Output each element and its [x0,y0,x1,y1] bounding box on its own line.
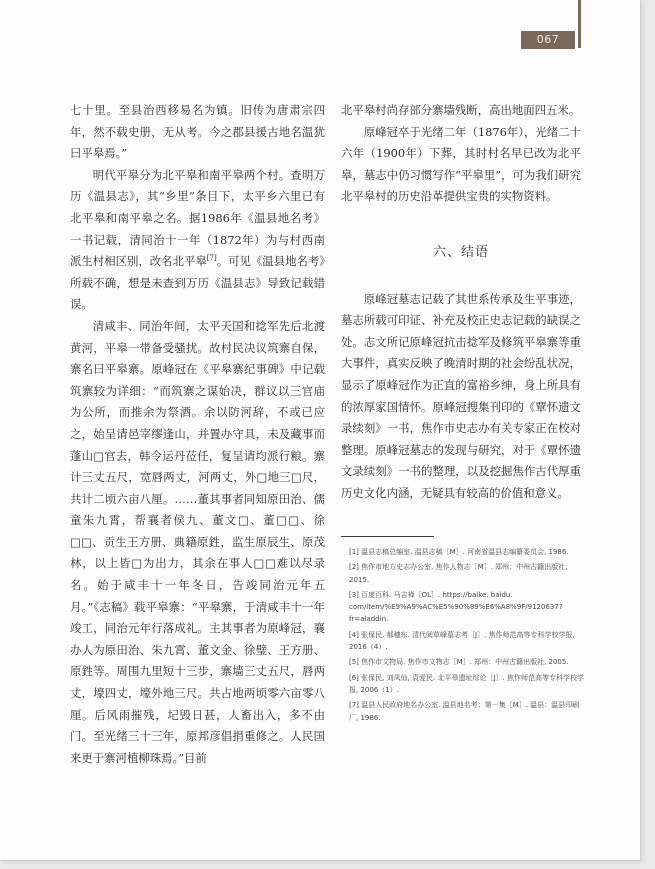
reference-item: [6] 张保民, 刘凤仙, 袁爱民. 北平皋遗址综论［J］. 焦作师范高等专科学校学报, 2006（1）. [349,673,585,694]
paragraph: 原峰冠墓志记载了其世系传承及生平事迹，墓志所载可印证、补充及校正史志记载的缺误之处。志文所记原峰冠抗击捻军及修筑平皋寨等重大事件，真实反映了晚清时期的社会纷乱状况，显示了原峰冠作为正直的富裕乡绅，身上所具有的浓厚家国情怀。原峰冠搜集刊印的《覃怀遗文录续刻》一书，焦作市史志办有关专家正在校对整理。原峰冠墓志的发现与研究，对于《覃怀遗文录续刻》一书的整理，以及挖掘焦作古代厚重历史文化内涵，无疑具有较高的价值和意义。 [341,291,581,500]
paragraph-text: 明代平皋分为北平皋和南平皋两个村。查明万历《温县志》，其“乡里”条目下，太平乡六里已有北平皋和南平皋之名。据1986年《温县地名考》一书记载，清同治十一年（1872年）为与村西南派生村相区别，改名北平皋 [70,167,325,269]
references-list [341,546,586,727]
paragraph: 七十里。至县治西移易名为镇。旧传为唐肃宗四年，然不载史册，无从考。今之郡县援古地名温犹曰平皋焉。” [70,103,325,161]
right-column [341,100,581,505]
footnote-reference: [7] [206,254,217,263]
reference-item: [2] 焦作市地方史志办公室. 焦作人物志［M］. 郑州：中州古籍出版社, 2015. [349,563,568,584]
reference-item: [1] 温县志稿总编室. 温县志稿［M］. 河南省温县志编纂委员会, 1986. [349,548,569,556]
paragraph: 北平皋村尚存部分寨墙残断，高出地面四五米。 [341,103,581,117]
section-heading: 六、结语 [432,244,489,260]
paragraph: 原峰冠卒于光绪二年（1876年），光绪二十六年（1900年）下葬，其时村名早已改为北平皋，墓志中仍习惯写作“平皋里”，可为我们研究北平皋村的历史沿革提供宝贵的实物资料。 [341,124,581,204]
reference-item: [7] 温县人民政府地名办公室. 温县地名考：第一集［M］. 温县：温县印刷厂, 1986. [349,701,580,722]
left-column [70,100,325,769]
paragraph: 清咸丰、同治年间，太平天国和捻军先后北渡黄河，平皋一带备受骚扰。故村民决议筑寨自保，寨名曰平皋寨。原峰冠在《平皋寨纪事碑》中记载筑寨较为详细：“而筑寨之谋始决，群议以三官庙为公所，而推余为祭酒。余以防河辞，不或已应之，始呈请邑宰缪逢山，并置办守具，未及藏事而蓬山□官去，韩令运丹莅任，复呈请均派行粮。寨计三丈五尺，宽唇两丈，河两丈，外□地三□尺，共计二顷六亩八厘。……董其事者同知原田治、儒童朱九霄，帮襄者侯九、董文□、董□□、徐□□、贡生王方册、典籍原鉎，监生原辰生、原茂林，以上皆□为出力，其余在事人□□难以尽录名。始于咸丰十一年冬日，告竣同治元年五月。”《志稿》载平皋寨：“平皋寨，于清咸丰十一年竣工，同治元年行落成礼。主其事者为原峰冠，襄办人为原田治、朱九霄、董文金、徐璧、王方册、原鉎等。周围九里短十三步，寨墙三丈五尺，唇两丈，壕四丈，壕外地三尺。共占地两顷零六亩零八厘。后风雨摧残，圮毁日甚，人畜出入，多不由门。至光绪三十三年，原邦彦倡捐重修之。人民国来更于寨河植柳珠焉。”目前 [70,318,325,765]
page-number: 067 [521,31,575,49]
reference-item: [5] 焦作市文物局. 焦作市文物志［M］. 郑州：中州古籍出版社, 2005. [349,658,569,667]
page-tab-decoration [578,0,581,48]
notes-divider [341,536,434,537]
reference-item: [4] 张保民, 郝穗东. 清代阅草峰墓志考［J］. 焦作师范高等专科学校学报, 2016（4）. [349,630,575,652]
paragraph [70,165,325,316]
paragraph-text: 。可见《温县地名考》所载不确，想是未查到万历《温县志》导致记载错误。 [70,254,325,312]
reference-item: [3] 百度百科. 马吉禅［OL］. https://baike. baidu. com/item/%E9%A9%AC%E5%90%89%E6%A8%9F/9120637?fr=aladdin. [349,590,563,624]
